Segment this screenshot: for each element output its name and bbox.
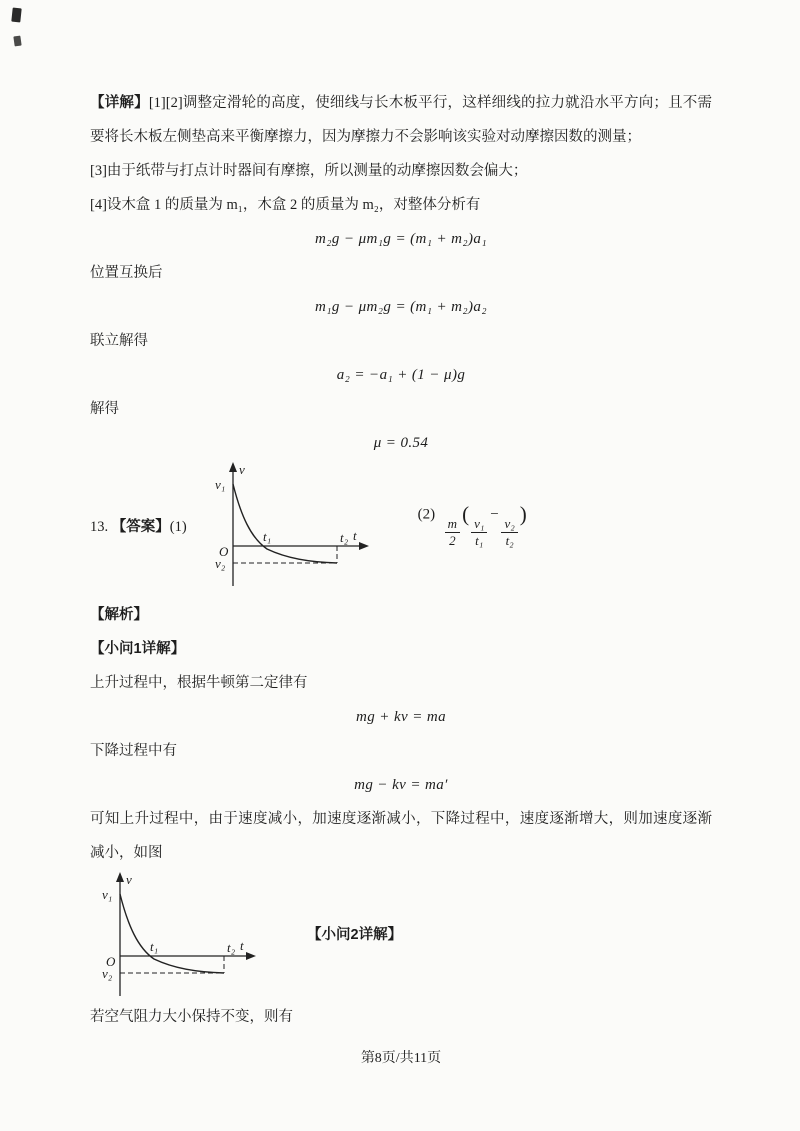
v1-label: v₁ — [102, 887, 113, 902]
origin-label: O — [106, 954, 116, 969]
equation-2: m₁g − μm₂g = (m₁ + m₂)a₂ — [315, 299, 487, 315]
equation-4: μ = 0.54 — [373, 435, 429, 451]
part1-label: (1) — [169, 518, 187, 535]
part2-label: (2) — [417, 506, 436, 523]
analysis-heading: 【解析】 — [90, 607, 148, 623]
detail-paragraph — [90, 86, 712, 154]
t2-label: t₂ — [227, 940, 236, 955]
equation-5: mg + kv = ma — [355, 709, 447, 725]
question-number: 13. — [90, 518, 109, 535]
velocity-curve — [120, 894, 224, 973]
t-axis-label: t — [352, 528, 357, 543]
subquestion1-heading: 【小问1详解】 — [90, 641, 186, 657]
t-axis-arrow-icon — [359, 542, 369, 550]
v-axis-arrow-icon — [116, 872, 124, 882]
scan-artifact-mark — [11, 8, 21, 23]
scan-artifact-mark — [13, 36, 21, 47]
ascent-text: 上升过程中，根据牛顿第二定律有 — [90, 675, 308, 691]
conclusion-text: 可知上升过程中，由于速度减小，加速度逐渐减小，下降过程中，速度逐渐增大，则加速度逐渐减小，如图 — [90, 811, 712, 861]
subquestion2-heading: 【小问2详解】 — [307, 927, 403, 943]
v-axis-label: v — [238, 462, 245, 477]
solve-text: 联立解得 — [90, 333, 148, 349]
equation-3: a₂ = −a₁ + (1 − μ)g — [336, 367, 466, 383]
detail-text: [1][2]调整定滑轮的高度，使细线与长木板平行，这样细线的拉力就沿水平方向；且不需要将长木板左侧垫高来平衡摩擦力，因为摩擦力不会影响该实验对动摩擦因数的测量； — [90, 95, 713, 145]
point4-paragraph: [4]设木盒 1 的质量为 m₁，木盒 2 的质量为 m₂，对整体分析有 — [90, 197, 481, 213]
velocity-time-graph-1 — [203, 460, 378, 590]
t1-label: t₁ — [262, 529, 271, 544]
velocity-time-graph-2 — [90, 870, 265, 1000]
velocity-curve — [233, 484, 337, 563]
v1-label: v₁ — [214, 477, 225, 492]
answer-label: 【答案】 — [111, 518, 170, 535]
open-paren: ( — [462, 501, 470, 526]
close-paren: ) — [519, 501, 527, 526]
fraction-v2-over-t2: $\frac{\text{v₂}}{\text{t₂}}$ — [501, 516, 517, 548]
graph2-row — [90, 870, 712, 1000]
t-axis-arrow-icon — [246, 952, 256, 960]
origin-label: O — [218, 544, 229, 559]
equation-6: mg − kv = ma′ — [354, 777, 448, 793]
result-text: 解得 — [90, 401, 119, 417]
swap-text: 位置互换后 — [90, 265, 163, 281]
detail-label: 【详解】 — [90, 95, 149, 111]
v2-label: v₂ — [102, 966, 113, 981]
question13-answer-row — [90, 460, 712, 590]
fraction-v1-over-t1: $\frac{\text{v₁}}{\text{t₁}}$ — [471, 516, 487, 548]
minus-sign: − — [489, 506, 500, 523]
part2-expression — [418, 502, 527, 548]
v2-label: v₂ — [214, 556, 225, 571]
final-condition-text: 若空气阻力大小保持不变，则有 — [90, 1009, 293, 1025]
t1-label: t₁ — [150, 939, 159, 954]
point3-paragraph: [3]由于纸带与打点计时器间有摩擦，所以测量的动摩擦因数会偏大； — [90, 163, 528, 179]
page-footer: 第8页/共11页 — [360, 1051, 442, 1066]
equation-1: m₂g − μm₁g = (m₁ + m₂)a₁ — [315, 231, 487, 247]
descent-text: 下降过程中有 — [90, 743, 177, 759]
v-axis-label: v — [126, 872, 132, 887]
fraction-m-over-2: $\frac{m}{2}$ — [445, 516, 460, 548]
question13-label — [90, 515, 187, 536]
t2-label: t₂ — [339, 530, 348, 545]
t-axis-label: t — [240, 938, 244, 953]
v-axis-arrow-icon — [229, 462, 237, 472]
